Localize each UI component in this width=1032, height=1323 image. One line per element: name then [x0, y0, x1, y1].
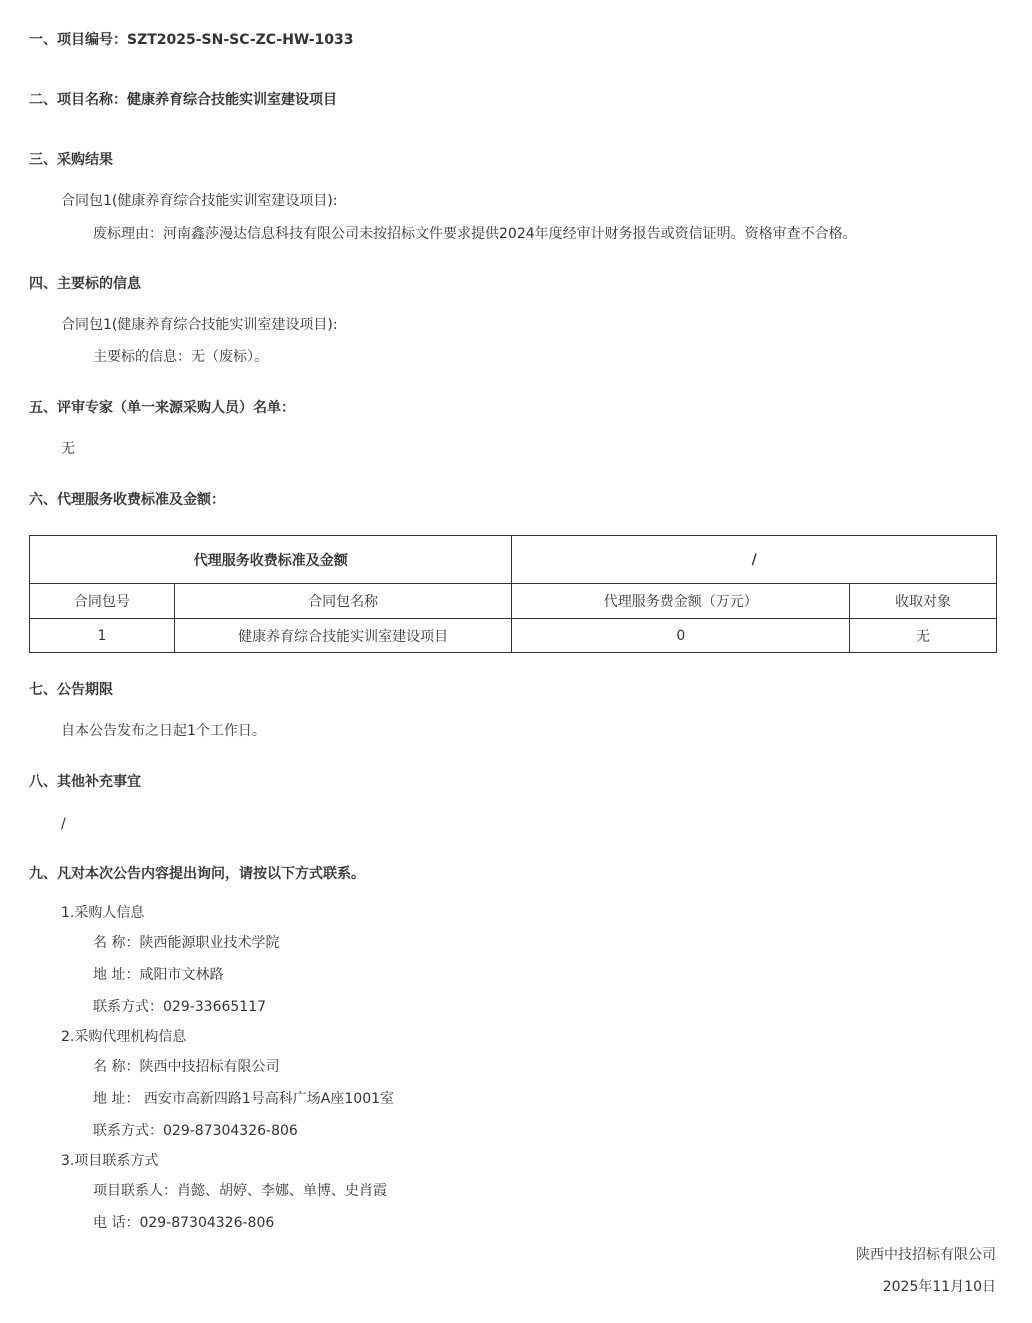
- heading-other-matters: 八、其他补充事宜: [29, 774, 141, 790]
- table-cell: 无: [850, 619, 997, 653]
- project-contact-title: 3.项目联系方式: [61, 1153, 159, 1169]
- column-header: 代理服务费金额（万元）: [512, 584, 850, 619]
- project-name-value: 健康养育综合技能实训室建设项目: [127, 92, 337, 108]
- agency-contact: 联系方式：029-87304326-806: [93, 1123, 298, 1139]
- purchaser-address: 地 址：咸阳市文林路: [93, 967, 224, 983]
- project-name-label: 二、项目名称：: [29, 92, 127, 108]
- column-header: 收取对象: [850, 584, 997, 619]
- subject-package: 合同包1(健康养育综合技能实训室建设项目):: [61, 317, 338, 333]
- heading-experts: 五、评审专家（单一来源采购人员）名单：: [29, 400, 295, 416]
- agency-fee-table: [29, 535, 997, 653]
- agency-title: 2.采购代理机构信息: [61, 1029, 187, 1045]
- agency-address: 地 址： 西安市高新四路1号高科广场A座1001室: [93, 1091, 395, 1107]
- column-header: 合同包名称: [174, 584, 512, 619]
- result-detail: 废标理由：河南鑫莎漫达信息科技有限公司未按招标文件要求提供2024年度经审计财务报告或资信证明。资格审查不合格。: [93, 226, 857, 242]
- section-project-number: [29, 30, 354, 50]
- table-title-row: [30, 536, 997, 584]
- project-contact-phone: 电 话：029-87304326-806: [93, 1215, 275, 1231]
- table-title-value: /: [512, 536, 997, 584]
- result-package: 合同包1(健康养育综合技能实训室建设项目):: [61, 193, 338, 209]
- table-cell: 健康养育综合技能实训室建设项目: [174, 619, 512, 653]
- project-contact-people: 项目联系人：肖懿、胡婷、李娜、单博、史肖霞: [93, 1183, 387, 1199]
- subject-detail: 主要标的信息：无（废标）。: [93, 349, 268, 365]
- heading-notice-period: 七、公告期限: [29, 682, 113, 698]
- heading-contact: 九、凡对本次公告内容提出询问，请按以下方式联系。: [29, 866, 365, 882]
- purchaser-name: 名 称：陕西能源职业技术学院: [93, 935, 280, 951]
- heading-agency-fee: 六、代理服务收费标准及金额：: [29, 492, 225, 508]
- section-project-name: [29, 90, 337, 110]
- column-header: 合同包号: [30, 584, 175, 619]
- notice-period-content: 自本公告发布之日起1个工作日。: [61, 723, 266, 739]
- other-matters-content: /: [61, 816, 66, 832]
- purchaser-title: 1.采购人信息: [61, 905, 145, 921]
- table-title: 代理服务收费标准及金额: [30, 536, 512, 584]
- purchaser-contact: 联系方式：029-33665117: [93, 999, 267, 1015]
- table-row: [30, 619, 997, 653]
- heading-main-subject: 四、主要标的信息: [29, 276, 141, 292]
- footer-company: 陕西中技招标有限公司: [856, 1247, 996, 1263]
- table-cell: 1: [30, 619, 175, 653]
- heading-procurement-result: 三、采购结果: [29, 152, 113, 168]
- agency-name: 名 称：陕西中技招标有限公司: [93, 1059, 280, 1075]
- table-cell: 0: [512, 619, 850, 653]
- experts-content: 无: [61, 441, 75, 457]
- table-header-row: [30, 584, 997, 619]
- project-number-label: 一、项目编号：: [29, 32, 127, 48]
- project-number-value: SZT2025-SN-SC-ZC-HW-1033: [127, 32, 354, 48]
- footer-date: 2025年11月10日: [882, 1279, 996, 1295]
